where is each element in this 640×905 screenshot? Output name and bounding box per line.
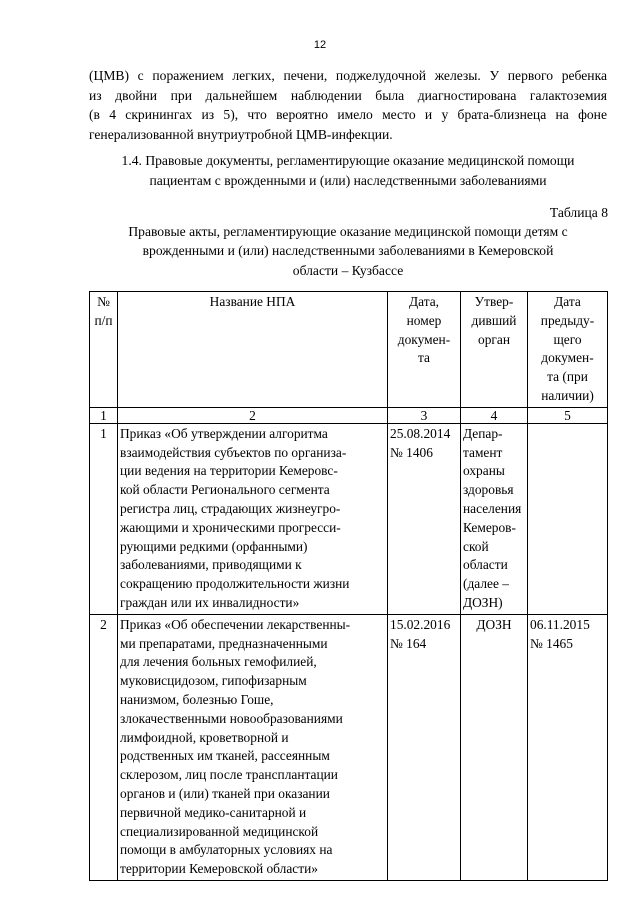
column-number-cell: 1 [90, 407, 118, 423]
paragraph-line: (ЦМВ) с поражением легких, печени, поджелудочной железы. У первого ребенка [89, 68, 607, 83]
table-caption-line: врожденными и (или) наследственными заболеваниями в Кемеровской [142, 243, 554, 259]
column-number-cell: 2 [118, 407, 388, 423]
row-number-cell: 1 [90, 423, 118, 614]
body-paragraph [89, 66, 607, 144]
table-number: Таблица 8 [549, 205, 608, 220]
page-number: 12 [313, 39, 327, 51]
column-number-row [90, 407, 608, 423]
approving-organ-cell: ДОЗН [461, 614, 528, 880]
document-name-cell: Приказ «Об утверждении алгоритма взаимодействия субъектов по организа- ции ведения на территории Кемеровс- кой области Регионального сегмента регистра лиц, страдающих жизнеугро- жающими и хроническими прогресси- рующими редкими (орфанными) заболеваниями, приводящими к сокращению продолжительности жизни граждан или их инвалидности» [118, 423, 388, 614]
header-cell-prev-date: Дата предыду- щего докумен- та (при наличии) [528, 292, 608, 408]
column-number-cell: 3 [388, 407, 461, 423]
row-number-cell: 2 [90, 614, 118, 880]
header-cell-number: № п/п [90, 292, 118, 408]
column-number-cell: 5 [528, 407, 608, 423]
table-caption-line: Правовые акты, регламентирующие оказание медицинской помощи детям с [128, 224, 568, 239]
table-header-row [90, 292, 608, 408]
section-heading [89, 151, 607, 190]
header-cell-name: Название НПА [118, 292, 388, 408]
column-number-cell: 4 [461, 407, 528, 423]
header-cell-date: Дата, номер докумен- та [388, 292, 461, 408]
previous-document-cell [528, 423, 608, 614]
paragraph-line: (в 4 скринингах из 5), что вероятно имело место и у брата-близнеца на фоне [89, 107, 607, 123]
previous-document-cell: 06.11.2015 № 1465 [528, 614, 608, 880]
header-cell-organ: Утвер- дивший орган [461, 292, 528, 408]
paragraph-line: генерализованной внутриутробной ЦМВ-инфекции. [89, 126, 393, 142]
document-name-cell: Приказ «Об обеспечении лекарственны- ми препаратами, предназначенными для лечения больных гемофилией, муковисцидозом, гипофизарным нанизмом, болезнью Гоше, злокачественными новообразованиями лимфоидной, кроветворной и родственных им тканей, рассеянным склерозом, лиц после трансплантации органов и (или) тканей при оказании первичной медико-санитарной и специализированной медицинской помощи в амбулаторных условиях на территории Кемеровской области» [118, 614, 388, 880]
document-date-cell: 15.02.2016 № 164 [388, 614, 461, 880]
section-heading-line: 1.4. Правовые документы, регламентирующие оказание медицинской помощи [121, 153, 575, 168]
table-caption [89, 222, 607, 280]
table-row [90, 614, 608, 880]
paragraph-line: из двойни при дальнейшем наблюдении была диагностирована галактоземия [89, 87, 607, 103]
approving-organ-cell: Депар- тамент охраны здоровья населения Кемеров- ской области (далее – ДОЗН) [461, 423, 528, 614]
table-caption-line: области – Кузбассе [292, 262, 404, 278]
npa-table [89, 291, 608, 881]
section-heading-line: пациентам с врожденными и (или) наследственными заболеваниями [149, 172, 547, 188]
document-date-cell: 25.08.2014 № 1406 [388, 423, 461, 614]
table-row [90, 423, 608, 614]
